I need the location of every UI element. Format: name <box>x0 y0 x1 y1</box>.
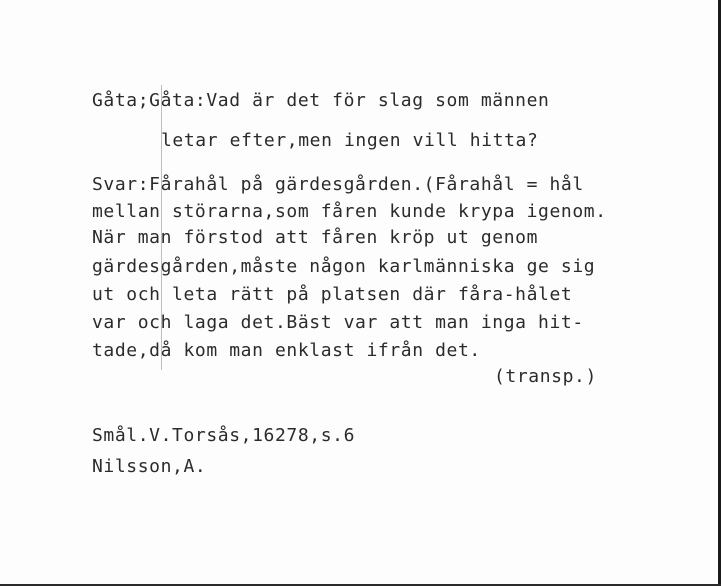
question-line-1: Gåta;Gåta:Vad är det för slag som männen <box>92 90 550 111</box>
answer-line-5: ut och leta rätt på platsen där fåra-hålet <box>92 284 573 305</box>
answer-line-2: mellan störarna,som fåren kunde krypa igenom. <box>92 201 607 222</box>
question-line-2: letar efter,men ingen vill hitta? <box>161 130 539 151</box>
transp-note: (transp.) <box>494 366 597 387</box>
informant-name: Nilsson,A. <box>92 456 207 477</box>
answer-line-1: Svar:Fårahål på gärdesgården.(Fårahål = hål <box>92 174 584 195</box>
source-reference: Smål.V.Torsås,16278,s.6 <box>92 425 356 446</box>
answer-line-3: När man förstod att fåren kröp ut genom <box>92 227 539 248</box>
answer-line-4: gärdesgården,måste någon karlmänniska ge sig <box>92 256 596 277</box>
answer-line-6: var och laga det.Bäst var att man inga hit- <box>92 312 584 333</box>
answer-line-7: tade,då kom man enklast ifrån det. <box>92 340 481 361</box>
